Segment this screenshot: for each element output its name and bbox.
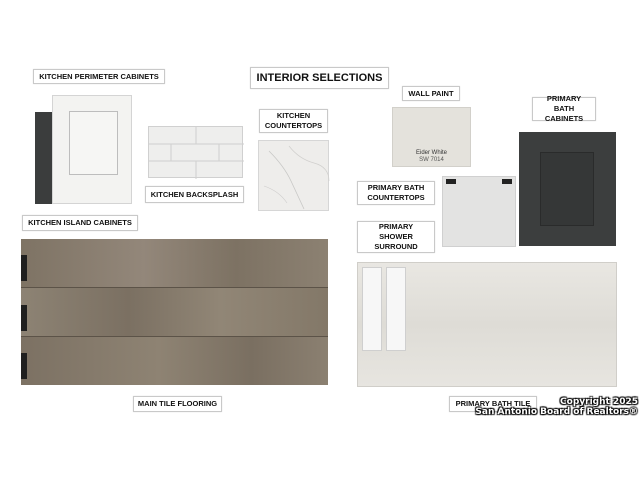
kitchen-countertops-label [259,109,328,133]
primary-bath-tile-swatch [357,262,617,387]
paint-name: Eider White [415,150,447,156]
shower-surround-tile [386,267,406,351]
wood-plank-3 [21,337,328,385]
primary-bath-cabinets-line2: CABINETS [544,114,584,123]
plank-seam [21,287,328,288]
swatch-tag [502,179,512,184]
edge-tab [21,305,27,331]
wood-plank-1 [21,239,328,287]
swatch-tag [446,179,456,184]
primary-bath-countertops-line2: COUNTERTOPS [367,193,425,202]
kitchen-backsplash-label: KITCHEN BACKSPLASH [145,186,244,203]
primary-bath-tile-label: PRIMARY BATH TILE [449,396,537,412]
wood-plank-2 [21,288,328,336]
plank-seam [21,336,328,337]
kitchen-island-cabinets-label: KITCHEN ISLAND CABINETS [22,215,138,231]
bath-cabinet-door-panel [540,152,594,226]
kitchen-countertops-line2: COUNTERTOPS [264,121,323,130]
copyright-line1: Copyright 2025 [560,397,638,407]
kitchen-backsplash-swatch [148,126,243,178]
wall-paint-swatch [392,107,471,167]
primary-shower-line2: SHOWER [379,232,413,241]
shower-surround-tile [362,267,382,351]
copyright-line2: San Antonio Board of Realtors® [475,407,638,417]
primary-bath-countertops-label [357,181,435,205]
kitchen-perimeter-cabinets-label: KITCHEN PERIMETER CABINETS [33,69,165,84]
copyright-watermark [475,397,638,417]
kitchen-countertops-line1: KITCHEN [276,111,311,120]
main-tile-flooring-swatch [21,239,328,385]
primary-bath-countertop-swatch [442,176,516,247]
primary-bath-cabinets-line1: PRIMARY BATH [546,94,582,113]
primary-bath-countertops-line1: PRIMARY BATH [367,183,425,192]
primary-shower-surround-label [357,221,435,253]
kitchen-countertop-swatch [258,140,329,211]
backsplash-tile-lines [149,127,244,179]
edge-tab [21,353,27,379]
page-title: INTERIOR SELECTIONS [250,67,389,89]
wall-paint-label: WALL PAINT [402,86,460,101]
edge-tab [21,255,27,281]
paint-code: SW 7014 [419,157,444,163]
primary-shower-line3: SURROUND [374,242,418,251]
primary-shower-line1: PRIMARY [378,222,414,231]
main-tile-flooring-label: MAIN TILE FLOORING [133,396,222,412]
primary-bath-cabinet-swatch [519,132,616,246]
cabinet-door-panel [69,111,118,175]
marble-veins [259,141,330,212]
primary-bath-cabinets-label [532,94,596,123]
kitchen-white-cabinet-swatch [52,95,132,204]
